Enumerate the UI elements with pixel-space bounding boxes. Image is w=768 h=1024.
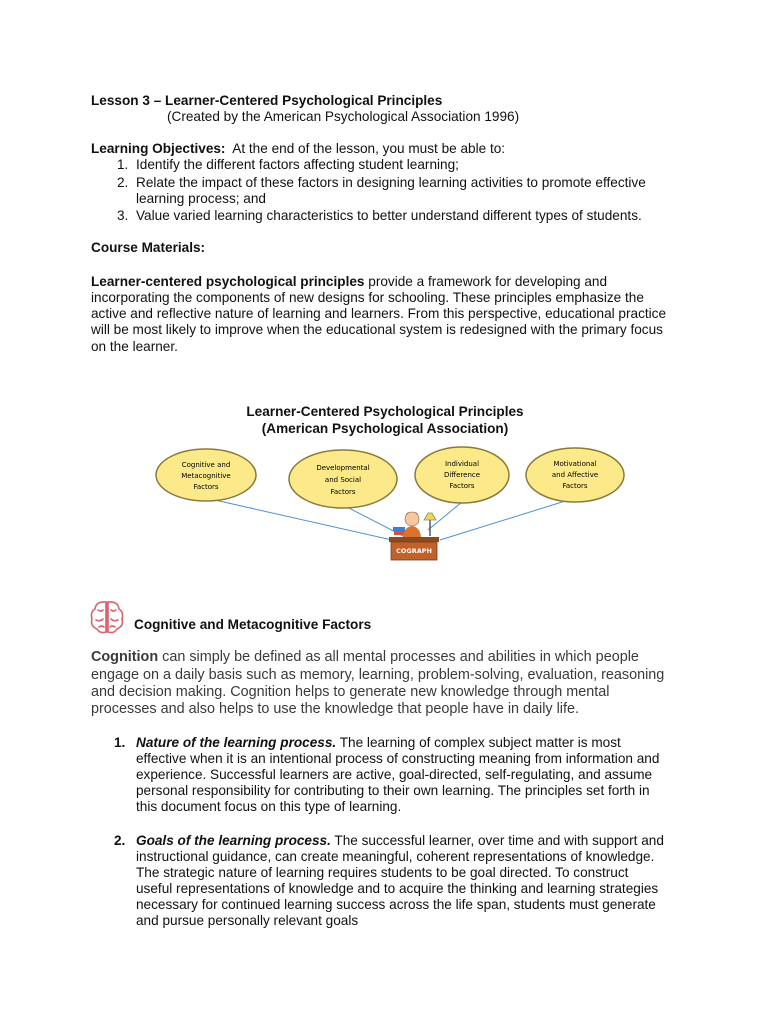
node-label: and Social [324,476,362,484]
principle-title: Goals of the learning process. [136,833,331,848]
node-label: Factors [330,488,356,496]
node-label: Cognitive and [181,461,231,469]
principle-number: 1. [114,735,126,750]
principle-line: useful representations of knowledge and to acquire the thinking and learning strategies [136,881,659,896]
cognition-lead: Cognition [91,649,159,665]
objectives-label: Learning Objectives: [91,141,226,156]
cognition-line [91,649,639,667]
node-label: Developmental [316,464,370,472]
objective-number: 1. [117,157,129,172]
section-heading: Cognitive and Metacognitive Factors [134,617,372,632]
node-label: Factors [449,482,475,490]
objective-text: Relate the impact of these factors in designing learning activities to promote effective [136,175,646,190]
principle-line: and pursue personally relevant goals [136,913,359,928]
principle-line: experience. Successful learners are active, goal-directed, self-regulating, and assume [136,767,653,782]
intro-line: incorporating the components of new designs for schooling. These principles emphasize the [91,290,644,305]
intro-line: will be most likely to improve when the educational system is redesigned with the primary focus [91,322,663,337]
node-label: Metacognitive [181,472,231,480]
diagram-subtitle: (American Psychological Association) [261,421,509,436]
course-materials-heading: Course Materials: [91,240,206,255]
node-label: Motivational [553,460,597,468]
principle-line: The strategic nature of learning requires students to be goal directed. To construct [136,865,629,880]
cognition-line-rest: can simply be defined as all mental processes and abilities in which people [158,649,639,665]
principle-line-rest: The learning of complex subject matter is most [336,735,621,750]
principle-line [136,735,621,751]
principle-line: necessary for continued learning success across the life span, students must generate [136,897,656,912]
diagram-title: Learner-Centered Psychological Principles [246,404,524,419]
intro-line: on the learner. [91,339,178,354]
diagram-node [526,448,624,502]
principle-line: effective when it is an intentional process of constructing meaning from information and [136,751,660,766]
cognition-line: processes and also helps to use the knowledge that people have in daily life. [91,701,580,717]
principle-line-rest: The successful learner, over time and with support and [330,833,664,848]
objective-text: learning process; and [136,191,266,206]
principle-title: Nature of the learning process. [136,735,337,750]
principle-line: personal responsibility for contributing to their own learning. The principles set forth in [136,783,650,798]
intro-line: active and reflective nature of learning and learners. From this perspective, educational practice [91,306,667,321]
connector-line [440,498,575,540]
diagram-node [156,449,256,501]
principle-number: 2. [114,833,126,848]
objective-text: Value varied learning characteristics to better understand different types of students. [136,208,642,223]
objectives-intro: At the end of the lesson, you must be able to: [232,141,506,156]
diagram-node [415,447,509,503]
intro-line-rest: provide a framework for developing and [364,274,608,289]
principle-line [136,833,664,849]
principle-line: this document focus on this type of learning. [136,799,402,814]
diagram-node [289,450,397,508]
node-label: Factors [193,483,219,491]
desk-label: COGRAPH [396,547,432,555]
node-label: Difference [443,471,481,479]
diagram-connectors [206,498,575,540]
objective-number: 3. [117,208,129,223]
student-at-desk-icon [389,512,439,561]
lesson-subtitle: (Created by the American Psychological Association 1996) [167,109,520,124]
node-label: Individual [444,460,480,468]
principle-line: instructional guidance, can create meaningful, coherent representations of knowledge. [136,849,655,864]
node-label: and Affective [551,471,599,479]
brain-icon [91,602,122,633]
intro-bold-lead: Learner-centered psychological principles [91,274,365,289]
objective-text: Identify the different factors affecting student learning; [136,157,459,172]
objective-number: 2. [117,175,129,190]
node-label: Factors [562,482,588,490]
cognition-line: and decision making. Cognition helps to generate new knowledge through mental [91,684,610,700]
cognition-line: engage on a daily basis such as memory, learning, problem-solving, evaluation, reasoning [91,667,665,683]
lesson-title: Lesson 3 – Learner-Centered Psychological Principles [91,93,443,108]
